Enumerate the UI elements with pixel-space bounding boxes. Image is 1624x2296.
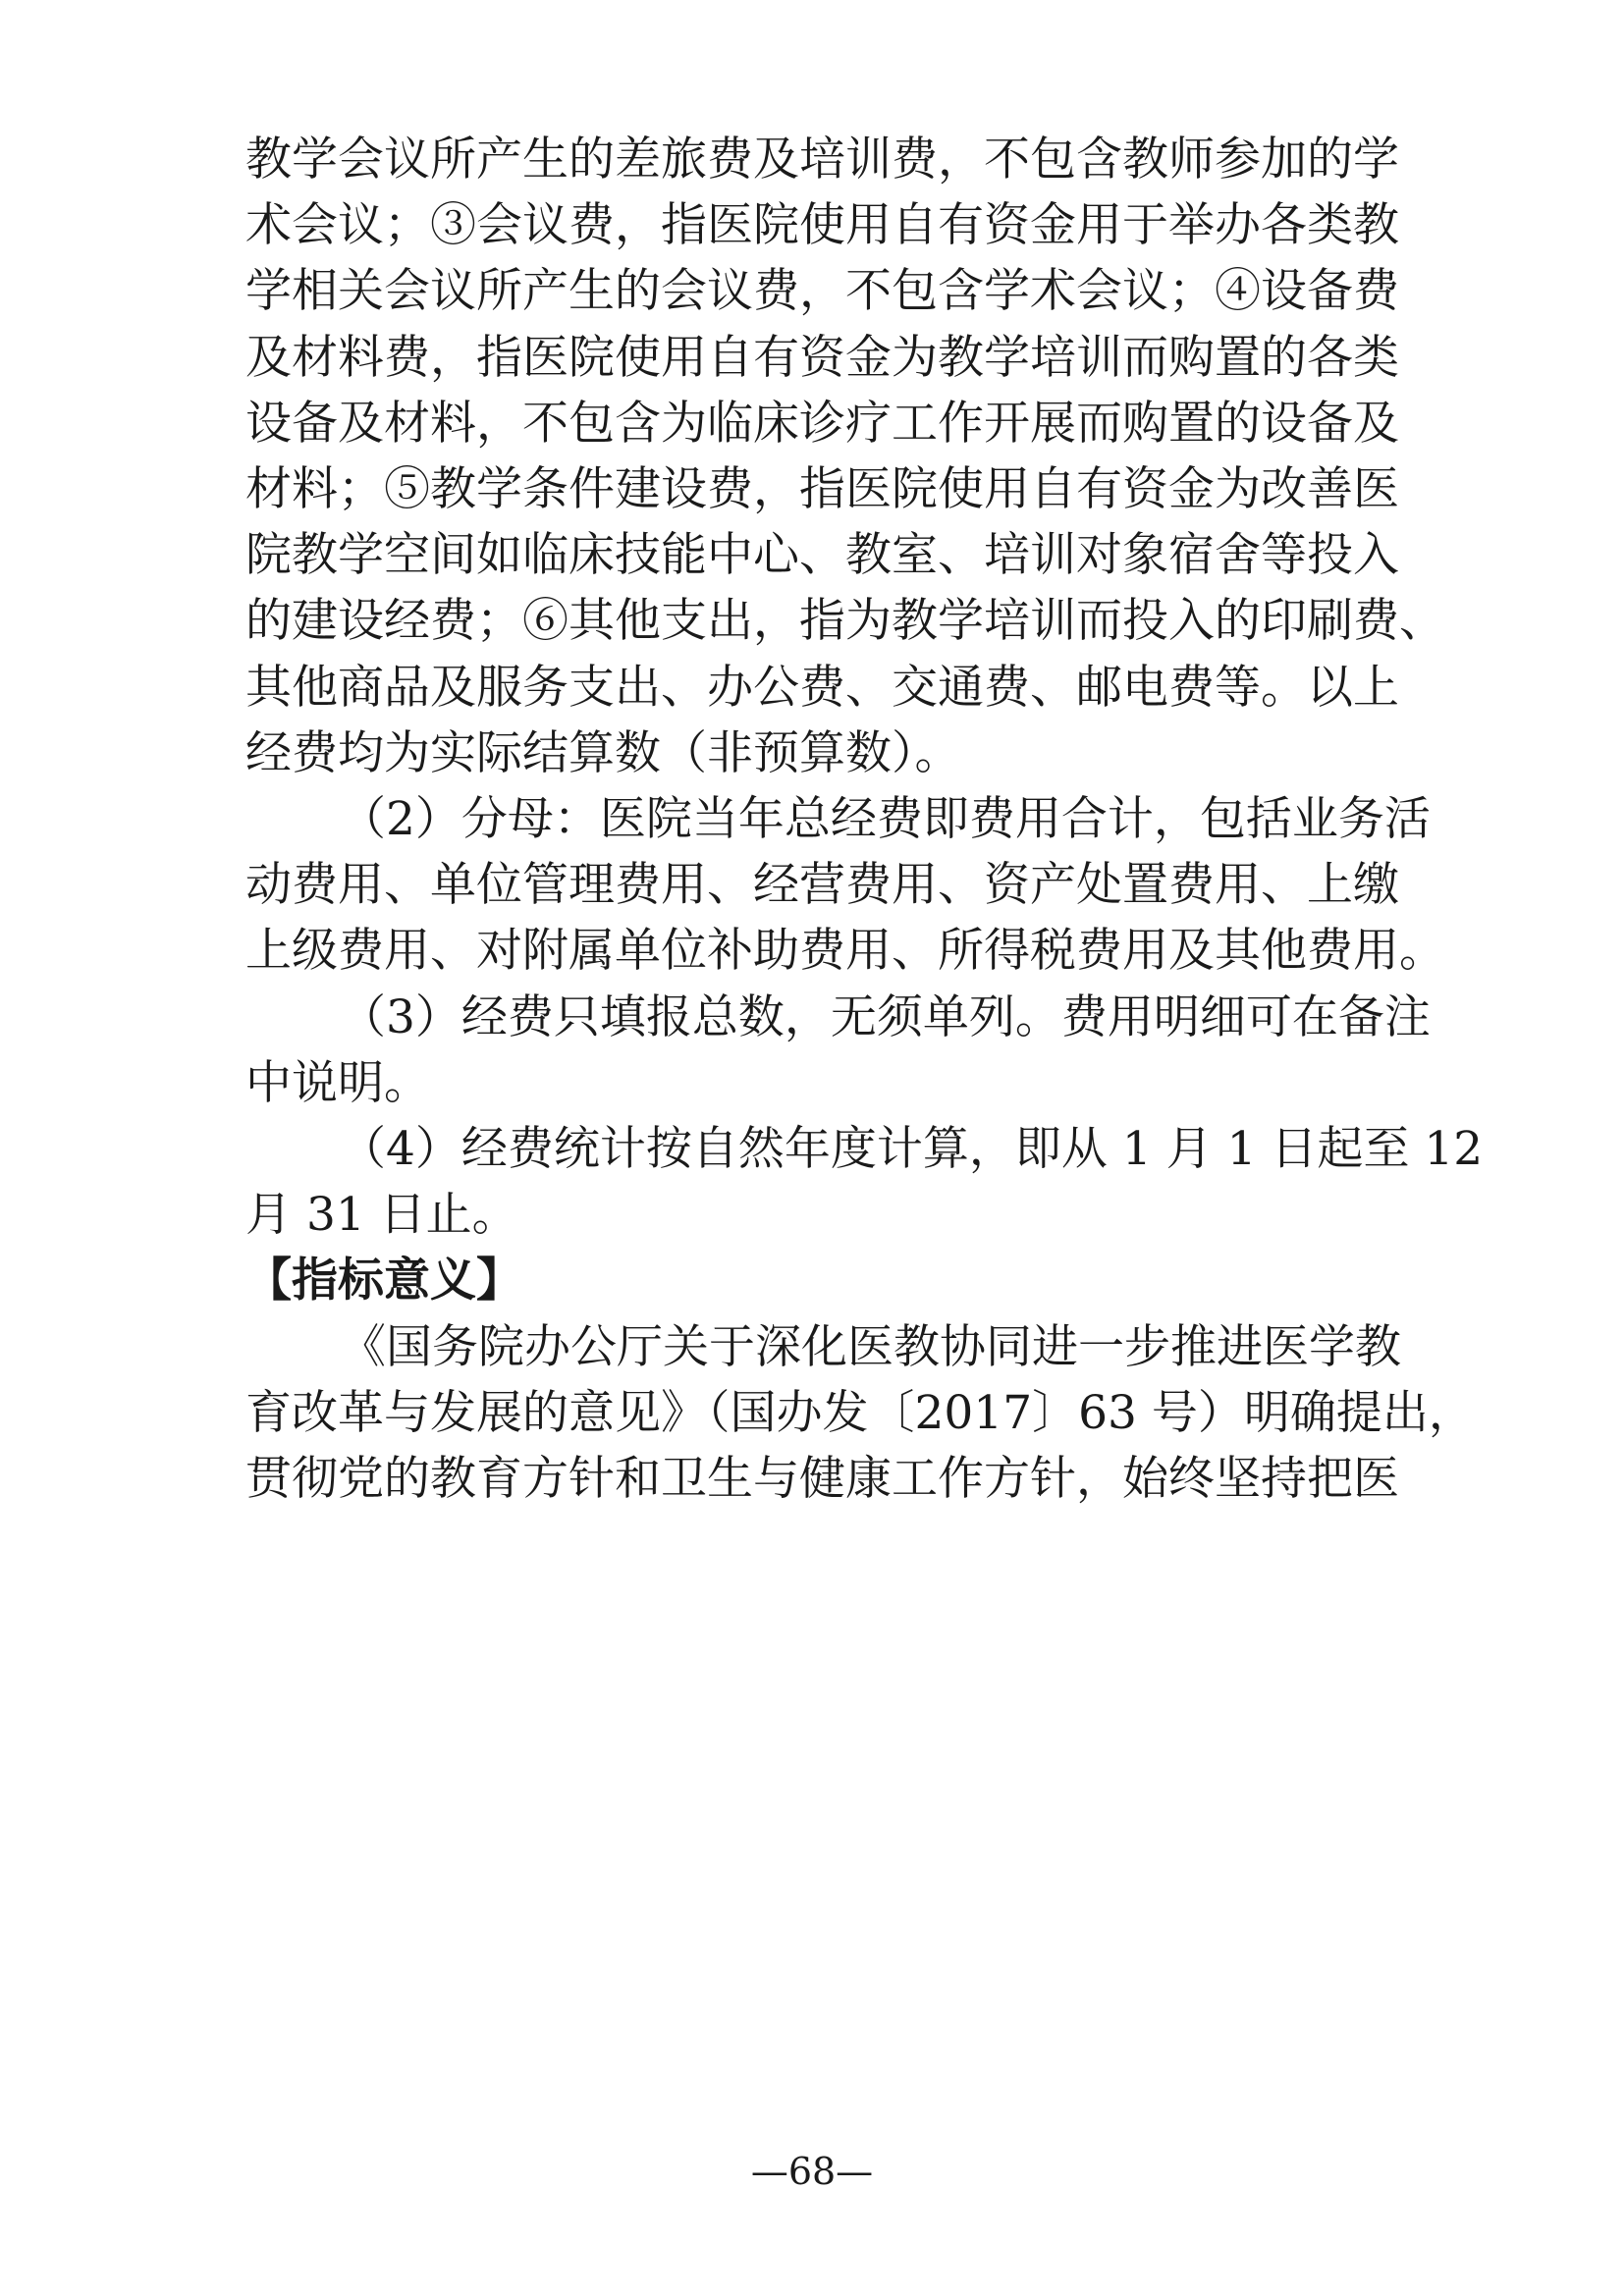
paragraph-line: 其他商品及服务支出、办公费、交通费、邮电费等。以上	[245, 661, 1399, 715]
paragraph-line: 育改革与发展的意见》（国办发〔2017〕63 号）明确提出，	[245, 1386, 1475, 1440]
paragraph-line: 材料；⑤教学条件建设费，指医院使用自有资金为改善医	[245, 462, 1399, 516]
page-number: —68—	[750, 2150, 874, 2193]
paragraph-line: 经费均为实际结算数（非预算数）。	[245, 726, 961, 780]
paragraph-line: 上级费用、对附属单位补助费用、所得税费用及其他费用。	[245, 924, 1445, 978]
paragraph-line: 《国务院办公厅关于深化医教协同进一步推进医学教	[340, 1320, 1401, 1374]
paragraph-line: 中说明。	[245, 1056, 430, 1110]
paragraph-line: 月 31 日止。	[245, 1188, 518, 1242]
paragraph-line: 院教学空间如临床技能中心、教室、培训对象宿舍等投入	[245, 528, 1399, 582]
paragraph-line: （4）经费统计按自然年度计算，即从 1 月 1 日起至 12	[340, 1122, 1484, 1176]
paragraph-line: （2）分母：医院当年总经费即费用合计，包括业务活	[340, 792, 1431, 846]
paragraph-line: 设备及材料，不包含为临床诊疗工作开展而购置的设备及	[245, 397, 1399, 451]
section-heading: 【指标意义】	[245, 1254, 522, 1308]
paragraph-line: 学相关会议所产生的会议费，不包含学术会议；④设备费	[245, 264, 1399, 318]
paragraph-line: 及材料费，指医院使用自有资金为教学培训而购置的各类	[245, 331, 1399, 385]
paragraph-line: （3）经费只填报总数，无须单列。费用明细可在备注	[340, 990, 1431, 1044]
paragraph-line: 术会议；③会议费，指医院使用自有资金用于举办各类教	[245, 198, 1399, 252]
paragraph-line: 动费用、单位管理费用、经营费用、资产处置费用、上缴	[245, 858, 1399, 912]
paragraph-line: 教学会议所产生的差旅费及培训费，不包含教师参加的学	[245, 133, 1399, 187]
paragraph-line: 贯彻党的教育方针和卫生与健康工作方针，始终坚持把医	[245, 1452, 1399, 1506]
paragraph-line: 的建设经费；⑥其他支出，指为教学培训而投入的印刷费、	[245, 594, 1445, 648]
